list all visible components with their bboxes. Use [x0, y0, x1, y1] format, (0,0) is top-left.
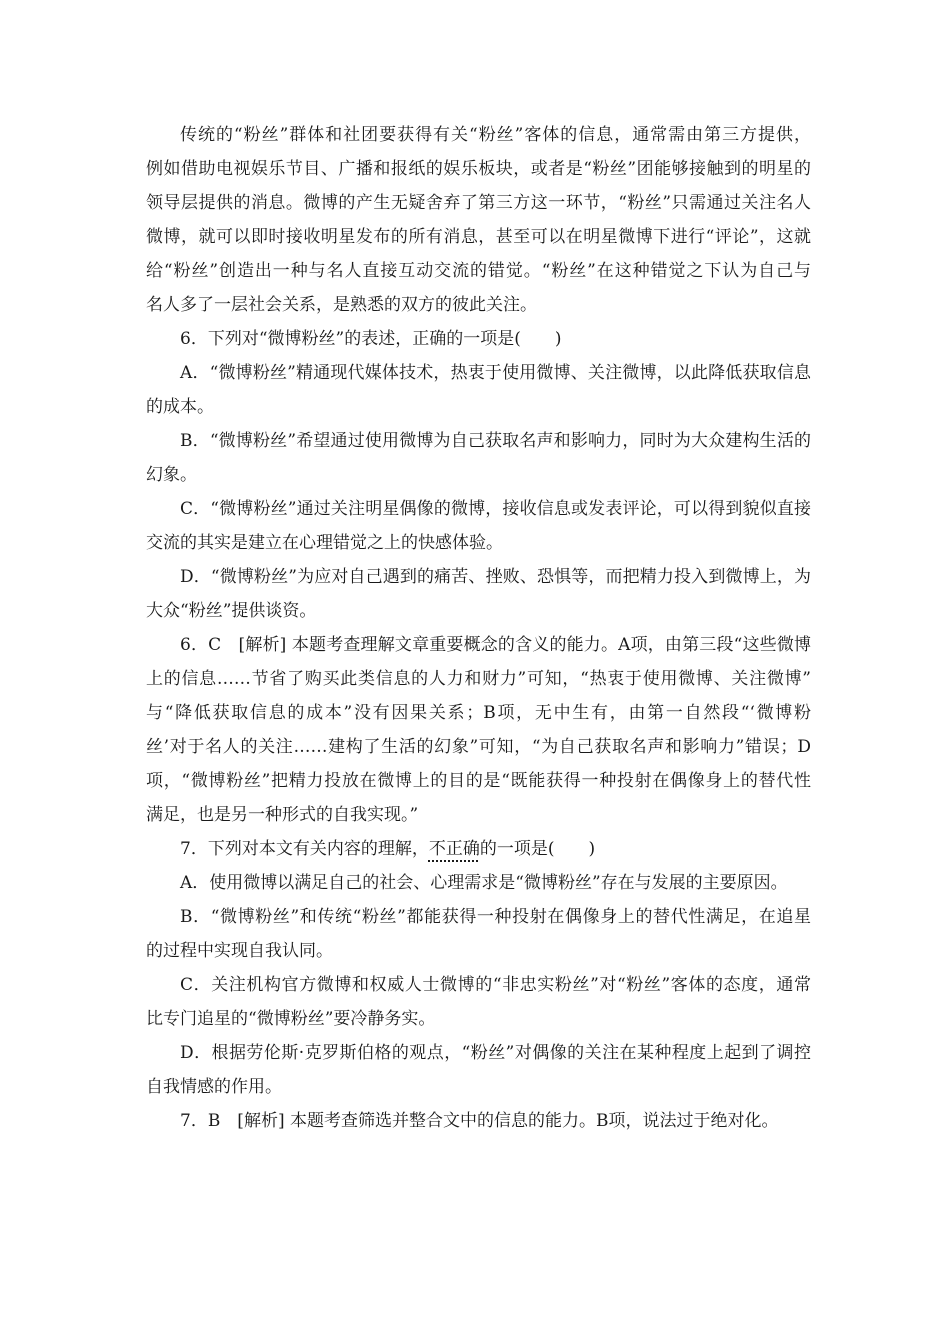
- text-line: 的过程中实现自我认同。: [146, 941, 333, 961]
- option-c: [146, 968, 811, 1036]
- text-line: 给“粉丝”创造出一种与名人直接互动交流的错觉。“粉丝”在这种错觉之下认为自己与: [146, 261, 811, 281]
- option-d: [146, 1036, 811, 1104]
- text-line: 大众“粉丝”提供谈资。: [146, 601, 317, 621]
- question-6: [146, 322, 811, 832]
- text-line: B．“微博粉丝”希望通过使用微博为自己获取名声和影响力，同时为大众建构生活的: [180, 431, 811, 451]
- text-line: 自我情感的作用。: [146, 1077, 282, 1097]
- text-line: 项，“微博粉丝”把精力投放在微博上的目的是“既能获得一种投射在偶像身上的替代性: [146, 771, 811, 791]
- text-line: 与“降低获取信息的成本”没有因果关系；B项，无中生有，由第一自然段“‘微博粉: [146, 703, 811, 723]
- text-line: D．根据劳伦斯·克罗斯伯格的观点，“粉丝”对偶像的关注在某种程度上起到了调控: [180, 1043, 811, 1063]
- text-line: 的成本。: [146, 397, 214, 417]
- stem-text: 的一项是( ): [479, 839, 596, 859]
- text-line: 上的信息……节省了购买此类信息的人力和财力”可知，“热衷于使用微博、关注微博”: [146, 669, 811, 689]
- text-line: 满足，也是另一种形式的自我实现。”: [146, 805, 419, 825]
- option-c: [146, 492, 811, 560]
- option-b: [146, 900, 811, 968]
- text-line: 丝’对于名人的关注……建构了生活的幻象”可知，“为自己获取名声和影响力”错误；D: [146, 737, 811, 757]
- option-d: [146, 560, 811, 628]
- text-line: 幻象。: [146, 465, 197, 485]
- text-line: B．“微博粉丝”和传统“粉丝”都能获得一种投射在偶像身上的替代性满足，在追星: [180, 907, 811, 927]
- text-line: 例如借助电视娱乐节目、广播和报纸的娱乐板块，或者是“粉丝”团能够接触到的明星的: [146, 159, 811, 179]
- option-a: [146, 866, 811, 900]
- document-content: [146, 118, 811, 1138]
- option-a: [146, 356, 811, 424]
- question-stem: [146, 832, 811, 866]
- text-line: A．使用微博以满足自己的社会、心理需求是“微博粉丝”存在与发展的主要原因。: [180, 873, 788, 893]
- question-stem: 6．下列对“微博粉丝”的表述，正确的一项是( ): [180, 329, 562, 349]
- option-b: [146, 424, 811, 492]
- text-line: D．“微博粉丝”为应对自己遇到的痛苦、挫败、恐惧等，而把精力投入到微博上，为: [180, 567, 811, 587]
- answer-explanation: [146, 628, 811, 832]
- stem-text: 7．下列对本文有关内容的理解，: [180, 839, 429, 859]
- text-line: 领导层提供的消息。微博的产生无疑舍弃了第三方这一环节，“粉丝”只需通过关注名人: [146, 193, 811, 213]
- text-line: 7．B [解析] 本题考查筛选并整合文中的信息的能力。B项，说法过于绝对化。: [180, 1111, 779, 1131]
- text-line: A．“微博粉丝”精通现代媒体技术，热衷于使用微博、关注微博，以此降低获取信息: [180, 363, 811, 383]
- question-7: [146, 832, 811, 1138]
- answer-explanation: [146, 1104, 811, 1138]
- emphasis-mark: 不正确: [428, 839, 480, 859]
- text-line: C．关注机构官方微博和权威人士微博的“非忠实粉丝”对“粉丝”客体的态度，通常: [180, 975, 811, 995]
- text-line: 传统的“粉丝”群体和社团要获得有关“粉丝”客体的信息，通常需由第三方提供，: [180, 125, 811, 145]
- passage-paragraph: [146, 118, 811, 322]
- text-line: C．“微博粉丝”通过关注明星偶像的微博，接收信息或发表评论，可以得到貌似直接: [180, 499, 811, 519]
- text-line: 名人多了一层社会关系，是熟悉的双方的彼此关注。: [146, 295, 537, 315]
- text-line: 微博，就可以即时接收明星发布的所有消息，甚至可以在明星微博下进行“评论”，这就: [146, 227, 811, 247]
- text-line: 比专门追星的“微博粉丝”要冷静务实。: [146, 1009, 436, 1029]
- text-line: 6．C [解析] 本题考查理解文章重要概念的含义的能力。A项，由第三段“这些微博: [180, 635, 811, 655]
- text-line: 交流的其实是建立在心理错觉之上的快感体验。: [146, 533, 503, 553]
